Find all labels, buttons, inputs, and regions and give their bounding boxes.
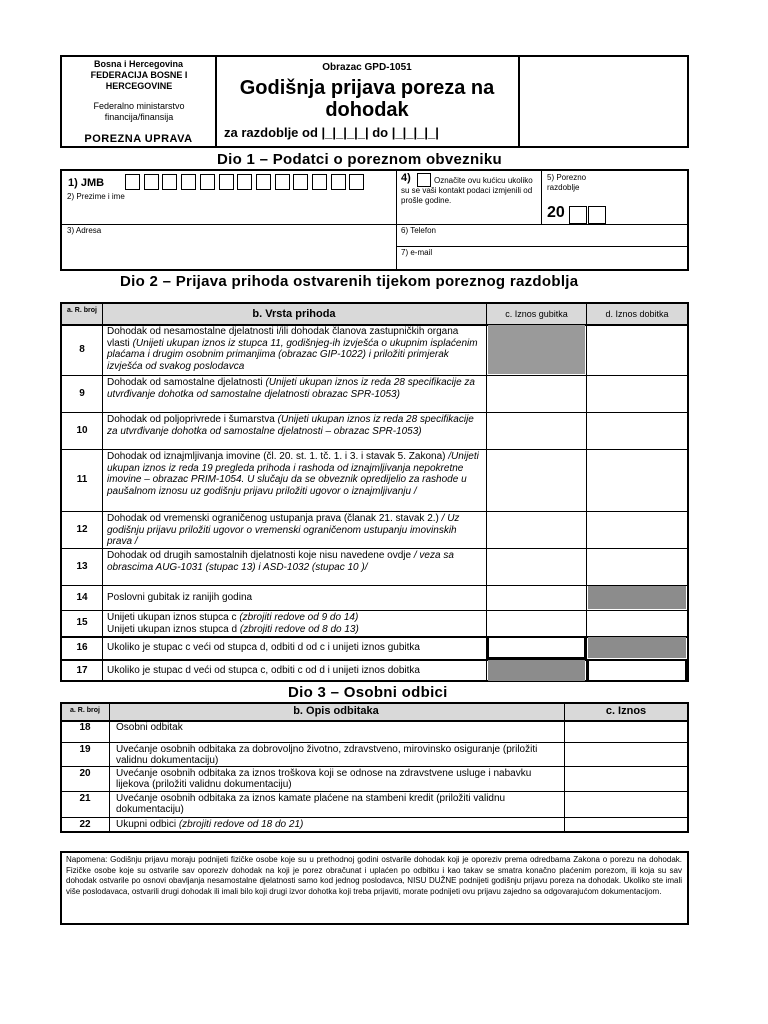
row-text: Ukoliko je stupac d veći od stupca c, odbiti c od d i unijeti iznos dobitka [107,664,420,676]
jmb-digit-2[interactable] [144,174,159,190]
row-text-2: Unijeti ukupan iznos stupca d [107,623,238,635]
dio3-heading: Dio 3 – Osobni odbici [288,684,448,701]
dio1-row-line-2 [397,246,688,247]
dio2-row-description [107,612,482,635]
dio2-input-gubitak [488,660,585,681]
telefon-label: 6) Telefon [401,226,436,235]
dio2-input-dobitak[interactable] [588,549,686,584]
row-note-2: (zbrojiti redove od 8 do 13) [239,623,359,635]
form-period: za razdoblje od |_|_|_|_| do |_|_|_|_| [224,125,439,140]
dio3-col-b [564,703,565,832]
dio1-heading: Dio 1 – Podatci o poreznom obvezniku [217,151,503,168]
jmb-digit-9[interactable] [275,174,290,190]
header-divider-left [215,56,217,147]
dio2-row-description [107,326,482,372]
check-text: Označite ovu kućicu ukoliko su se vaši kontakt podaci izmjenili od prošle godine. [401,176,533,205]
dio2-row-number: 12 [76,523,88,535]
row-text: Dohodak od iznajmljivanja imovine (čl. 20. st. 1. tč. 1. i 3. i stavak 5. Zakona) [107,451,446,462]
dio1-divider-right [541,170,542,225]
dio2-row-number: 10 [76,424,88,436]
row-text: Uvećanje osobnih odbitaka za iznos troškova koji se odnose na zdravstvene usluge i nabavku lijekova (priložiti validnu dokumentaciju) [116,768,532,790]
jmb-digit-10[interactable] [293,174,308,190]
dio2-row-description [107,513,482,548]
row-text: Dohodak od vremenski ograničenog ustupanja prava (članak 21. stavak 2.) [107,513,439,524]
form-code: Obrazac GPD-1051 [322,62,412,73]
dio2-row-number: 8 [79,343,85,355]
napomena-text: Napomena: Godišnju prijavu moraju podnijeti fizičke osobe koje su u prethodnoj godini ostvarile dohodak koji je oporeziv prema odredbama Zakona o porezu na dohodak. Fizičke osobe koje su ostvarile sav oporeziv dohodak na koji je porez obračunat i uplaćen po odbitku i kao takav se smatra konačno plaćenim porezom, ili koja su sav dohodak ostvarile po osnovi obavljanja nesamostalne djelatnosti samo kod jednog poslodavca, NISU DUŽNE podnijeti godišnju prijavu poreza na dohodak. Ukoliko ste imali više poslodavaca, ostvarili drugi dohodak ili imali bilo koji drugi izvor dohotka koji treba prijaviti, morate podnijeti ovu prijavu zajedno sa odgovarajućom dokumentacijom. [66,855,682,896]
dio3-row-number: 19 [79,744,91,755]
dio2-row-description [107,665,482,677]
year-digit-1[interactable] [569,206,587,224]
dio2-input-dobitak[interactable] [588,376,686,411]
row-text: Osobni odbitak [116,722,183,733]
dio2-row-description [107,592,482,604]
dio2-row-number: 15 [76,617,88,628]
dio1-divider [396,170,397,270]
row-text: Dohodak od samostalne djelatnosti [107,377,263,388]
row-text: Dohodak od poljoprivrede i šumarstva [107,414,275,425]
dio3-col-a-header: a. R. broj [70,707,100,714]
dio2-input-dobitak[interactable] [588,325,686,374]
dio3-row-number: 21 [79,793,91,804]
dio3-input-iznos[interactable] [566,818,686,831]
dio2-input-gubitak[interactable] [488,413,585,448]
dio2-col-a-header: a. R. broj [67,307,97,314]
row-note: (Unijeti ukupan iznos iz reda 28 specifikacije za utvrđivanje dohotka od samostalne djelatnosti obrazac SPR-1053) [107,377,475,400]
row-text: Poslovni gubitak iz ranijih godina [107,591,253,603]
dio1-row-line [61,224,688,225]
header-federation: FEDERACIJA BOSNE I HERCEGOVINE [90,70,188,91]
email-label: 7) e-mail [401,248,433,257]
row-text: Dohodak od nesamostalne djelatnosti i/ili dohodak članova zastupničkih organa vlasti [107,326,459,349]
jmb-digit-13[interactable] [349,174,364,190]
row-note: /Unijeti ukupan iznos iz reda 19 pregleda prihoda i rashoda od iznajmljivanja nepokretne imovine – obrazac PRIM-1054. U slučaju da se obveznik opredijelio za rashode u paušalnom iznosu uz godišnju prijavu priložiti ugovor o iznajmljivanju / [107,451,479,497]
row-note: / veza sa obrascima AUG-1031 (stupac 13) i ASD-1032 (stupac 10 )/ [107,550,454,573]
dio2-col-c-header: c. Iznos gubitka [505,309,568,319]
row-note: (zbrojiti redove od 9 do 14) [239,612,359,623]
dio2-input-dobitak [588,586,686,609]
dio2-row-description [107,414,482,437]
dio2-input-dobitak[interactable] [588,660,686,681]
row-note: (Unijeti ukupan iznos iz stupca 11, godišnjeg-ih izvješća o ukupnim isplaćenim plaćama i drugim osobnim primanjima (obrazac GIP-1022) i priložiti primjerak izvješća od svakog poslodavca [107,337,478,372]
dio2-col-c [586,303,587,681]
dio2-input-dobitak[interactable] [588,413,686,448]
dio2-input-gubitak[interactable] [488,611,585,635]
row-text: Unijeti ukupan iznos stupca c [107,612,237,623]
year-digit-2[interactable] [588,206,606,224]
jmb-digit-8[interactable] [256,174,271,190]
dio2-input-gubitak[interactable] [488,637,585,658]
dio2-row-description [107,550,482,573]
dio2-heading: Dio 2 – Prijava prihoda ostvarenih tijekom poreznog razdoblja [120,273,579,290]
header-ministry: Federalno ministarstvo financija/finansija [93,101,185,122]
dio2-col-b [486,303,487,681]
dio2-row-description [107,451,482,497]
dio2-row-number: 13 [76,560,88,572]
row-note: (zbrojiti redove od 18 do 21) [178,819,304,830]
row-text: Dohodak od drugih samostalnih djelatnosti koje nisu navedene ovdje [107,550,412,561]
check-number: 4) [401,172,411,184]
jmb-digit-6[interactable] [219,174,234,190]
dio2-input-gubitak[interactable] [488,549,585,584]
jmb-digit-7[interactable] [237,174,252,190]
jmb-digit-4[interactable] [181,174,196,190]
dio2-row-number: 17 [76,664,88,676]
header-country: Bosna i Hercegovina [93,59,184,69]
dio2-row-number: 11 [76,474,88,485]
dio3-row-number: 20 [79,768,91,779]
adresa-label: 3) Adresa [67,226,102,235]
dio2-input-dobitak[interactable] [588,611,686,635]
dio3-row-number: 22 [79,819,91,830]
dio2-col-d-header: d. Iznos dobitka [605,309,669,319]
row-text: Uvećanje osobnih odbitaka za iznos kamate plaćene na stambeni kredit (priložiti validnu dokumentaciju) [116,793,506,815]
dio3-row-description [116,744,556,766]
dio3-col-b-header: b. Opis odbitaka [293,705,379,717]
dio2-row-number: 16 [76,641,88,653]
dio3-row-description [116,722,556,733]
dio3-col-a [109,703,110,832]
dio3-input-iznos[interactable] [566,721,686,741]
header-divider-right [518,56,520,147]
row-text: Ukoliko je stupac c veći od stupca d, odbiti d od c i unijeti iznos gubitka [107,641,420,653]
dio2-input-dobitak[interactable] [588,512,686,547]
prezime-label: 2) Prezime i ime [67,192,125,201]
dio3-input-iznos[interactable] [566,792,686,816]
row-note: / Uz godišnju prijavu priložiti ugovor o vremenski ograničenom ustupanju imovinskih prava / [107,513,460,547]
dio2-row-number: 14 [76,591,88,603]
jmb-digit-12[interactable] [331,174,346,190]
header-authority: POREZNA UPRAVA [84,133,193,145]
dio3-row-description [116,819,556,830]
dio3-col-c-header: c. Iznos [605,705,647,717]
jmb-label: 1) JMB [68,177,105,189]
jmb-digit-3[interactable] [162,174,177,190]
dio2-input-gubitak[interactable] [488,512,585,547]
row-text: Uvećanje osobnih odbitaka za dobrovoljno životno, zdravstveno, mirovinsko osiguranje (priložiti validnu dokumentaciju) [116,744,538,766]
dio2-input-dobitak[interactable] [588,450,686,510]
dio2-input-gubitak [488,325,585,374]
year-prefix: 20 [547,204,565,221]
jmb-digit-1[interactable] [125,174,140,190]
dio2-row-description [107,642,482,654]
dio2-input-dobitak [588,637,686,658]
period-label: 5) Porezno razdoblje [547,173,587,192]
dio2-row-number: 9 [79,387,85,399]
jmb-digit-5[interactable] [200,174,215,190]
dio2-row-description [107,377,482,400]
dio3-row-number: 18 [79,722,91,733]
dio2-col-a [102,303,103,681]
row-text: Ukupni odbici [116,819,177,830]
dio3-input-iznos[interactable] [566,767,686,790]
dio2-input-gubitak[interactable] [488,450,585,510]
form-title: Godišnja prijava poreza na dohodak [239,77,495,121]
dio2-input-gubitak[interactable] [488,586,585,609]
dio3-row-description [116,793,556,815]
dio2-col-b-header: b. Vrsta prihoda [252,308,336,320]
dio3-row-description [116,768,556,790]
dio3-input-iznos[interactable] [566,743,686,765]
row-note: (Unijeti ukupan iznos iz reda 28 specifikacije za utvrđivanje dohotka od samostalne djelatnosti – obrazac SPR-1053) [107,414,474,437]
jmb-digit-11[interactable] [312,174,327,190]
dio2-input-gubitak[interactable] [488,376,585,411]
